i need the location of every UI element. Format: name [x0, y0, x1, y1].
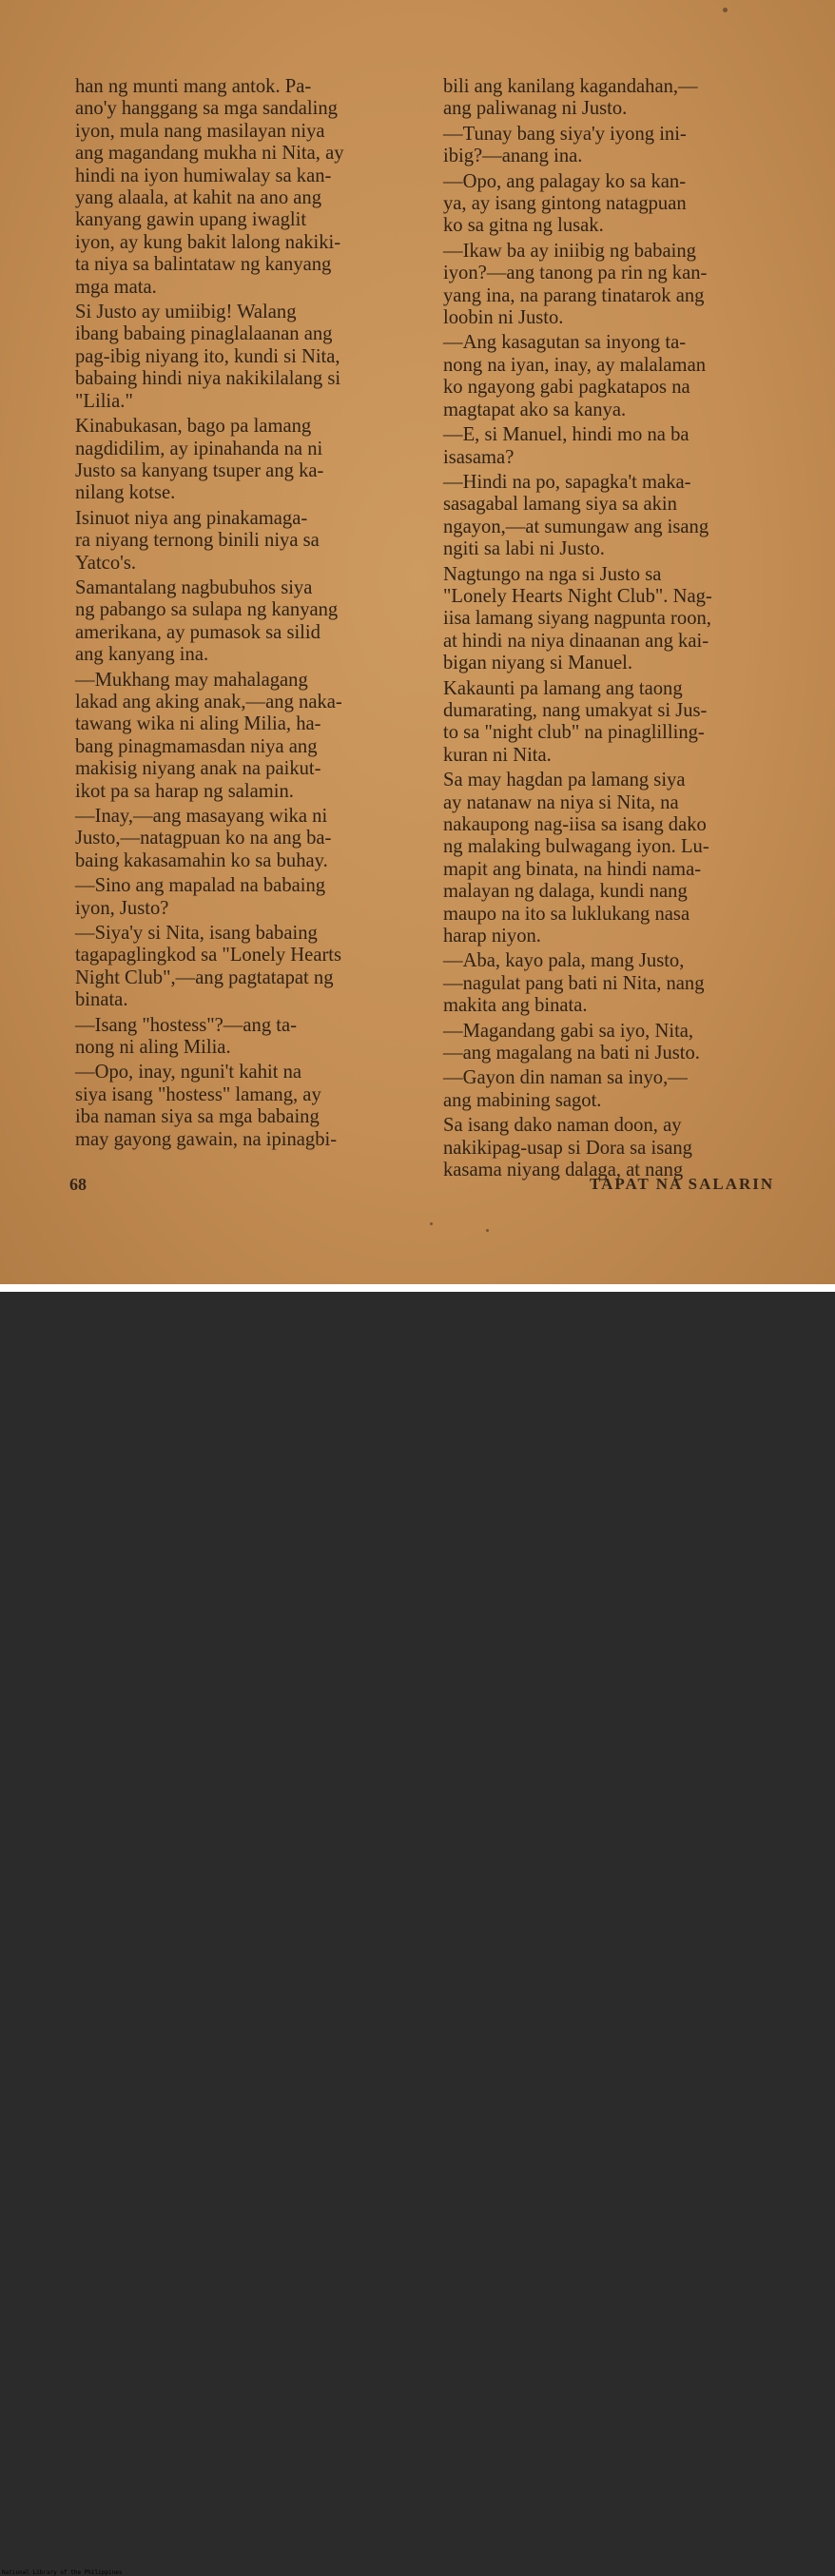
page-number: 68 — [69, 1175, 87, 1194]
paragraph: —Inay,—ang masayang wika ni Justo,—natagpuan ko na ang ba- baing kakasamahin ko sa buhay. — [75, 806, 332, 871]
paragraph: han ng munti mang antok. Pa- ano'y hanggang sa mga sandaling iyon, mula nang masilayan niya ang magandang mukha ni Nita, ay hindi na iyon humiwalay sa kan- yang alaala, at kahit na ano ang kanyang gawin upang iwaglit iyon, ay kung bakit lalong nakiki- ta niya sa balintataw ng kanyang mga mata. — [75, 76, 344, 298]
paragraph: —Gayon din naman sa inyo,— ang mabining sagot. — [443, 1067, 688, 1111]
paragraph: —E, si Manuel, hindi mo na ba isasama? — [443, 424, 689, 468]
paragraph: —Siya'y si Nita, isang babaing tagapaglingkod sa "Lonely Hearts Night Club",—ang pagtatapat ng binata. — [75, 923, 342, 1011]
running-title: TAPAT NA SALARIN — [590, 1175, 775, 1193]
paragraph: —Isang "hostess"?—ang ta- nong ni aling Milia. — [75, 1014, 297, 1059]
magazine-page — [0, 0, 835, 1284]
paragraph: —Ikaw ba ay iniibig ng babaing iyon?—ang tanong pa rin ng kan- yang ina, na parang tinatarok ang loobin ni Justo. — [443, 240, 708, 329]
paragraph: Nagtungo na nga si Justo sa "Lonely Hearts Night Club". Nag- iisa lamang siyang nagpunta roon, at hindi na niya dinaanan ang kai- bigan niyang si Manuel. — [443, 563, 712, 674]
print-speck — [430, 1222, 433, 1225]
print-speck — [723, 8, 728, 12]
paragraph: —Mukhang may mahalagang lakad ang aking anak,—ang naka- tawang wika ni aling Milia, ha- bang pinagmamasdan niya ang makisig niyang anak na paikut- ikot pa sa harap ng salamin. — [75, 669, 342, 802]
paragraph: —Magandang gabi sa iyo, Nita, —ang magalang na bati ni Justo. — [443, 1020, 700, 1064]
right-column — [443, 76, 789, 1185]
footer-strip — [0, 1284, 835, 2576]
library-credit: National Library of the Philippines — [2, 2569, 123, 2576]
paragraph: Isinuot niya ang pinakamaga- ra niyang ternong binili niya sa Yatco's. — [75, 507, 320, 574]
paragraph: —Tunay bang siya'y iyong ini- ibig?—anang ina. — [443, 123, 687, 167]
paragraph: Sa isang dako naman doon, ay nakikipag-usap si Dora sa isang kasama niyang dalaga, at nang — [443, 1115, 692, 1181]
paragraph: Si Justo ay umiibig! Walang ibang babaing pinaglalaanan ang pag-ibig niyang ito, kundi si Nita, babaing hindi niya nakikilalang si "Lilia." — [75, 302, 341, 412]
left-column — [75, 76, 418, 1154]
paragraph: —Aba, kayo pala, mang Justo, —nagulat pang bati ni Nita, nang makita ang binata. — [443, 950, 705, 1017]
paragraph: —Hindi na po, sapagka't maka- sasagabal lamang siya sa akin ngayon,—at sumungaw ang isang ngiti sa labi ni Justo. — [443, 471, 709, 560]
paragraph: Kinabukasan, bago pa lamang nagdidilim, ay ipinahanda na ni Justo sa kanyang tsuper ang ka- nilang kotse. — [75, 416, 324, 504]
paragraph: Samantalang nagbubuhos siya ng pabango sa sulapa ng kanyang amerikana, ay pumasok sa silid ang kanyang ina. — [75, 576, 339, 666]
paragraph: —Ang kasagutan sa inyong ta- nong na iyan, inay, ay malalaman ko ngayong gabi pagkatapos na magtapat ako sa kanya. — [443, 332, 707, 420]
paragraph: Sa may hagdan pa lamang siya ay natanaw na niya si Nita, na nakaupong nag-iisa sa isang dako ng malaking bulwagang iyon. Lu- mapit ang binata, na hindi nama- malayan ng dalaga, kundi nang maupo na ito sa luklukang nasa harap niyon. — [443, 770, 709, 947]
print-speck — [486, 1229, 489, 1232]
paragraph: —Sino ang mapalad na babaing iyon, Justo? — [75, 875, 326, 919]
paragraph: bili ang kanilang kagandahan,— ang paliwanag ni Justo. — [443, 76, 698, 120]
paragraph: Kakaunti pa lamang ang taong dumarating, nang umakyat si Jus- to sa "night club" na pinaglilling- kuran ni Nita. — [443, 677, 708, 766]
paragraph: —Opo, ang palagay ko sa kan- ya, ay isang gintong natagpuan ko sa gitna ng lusak. — [443, 170, 687, 237]
paragraph: —Opo, inay, nguni't kahit na siya isang "hostess" lamang, ay iba naman siya sa mga babaing may gayong gawain, na ipinagbi- — [75, 1062, 338, 1150]
